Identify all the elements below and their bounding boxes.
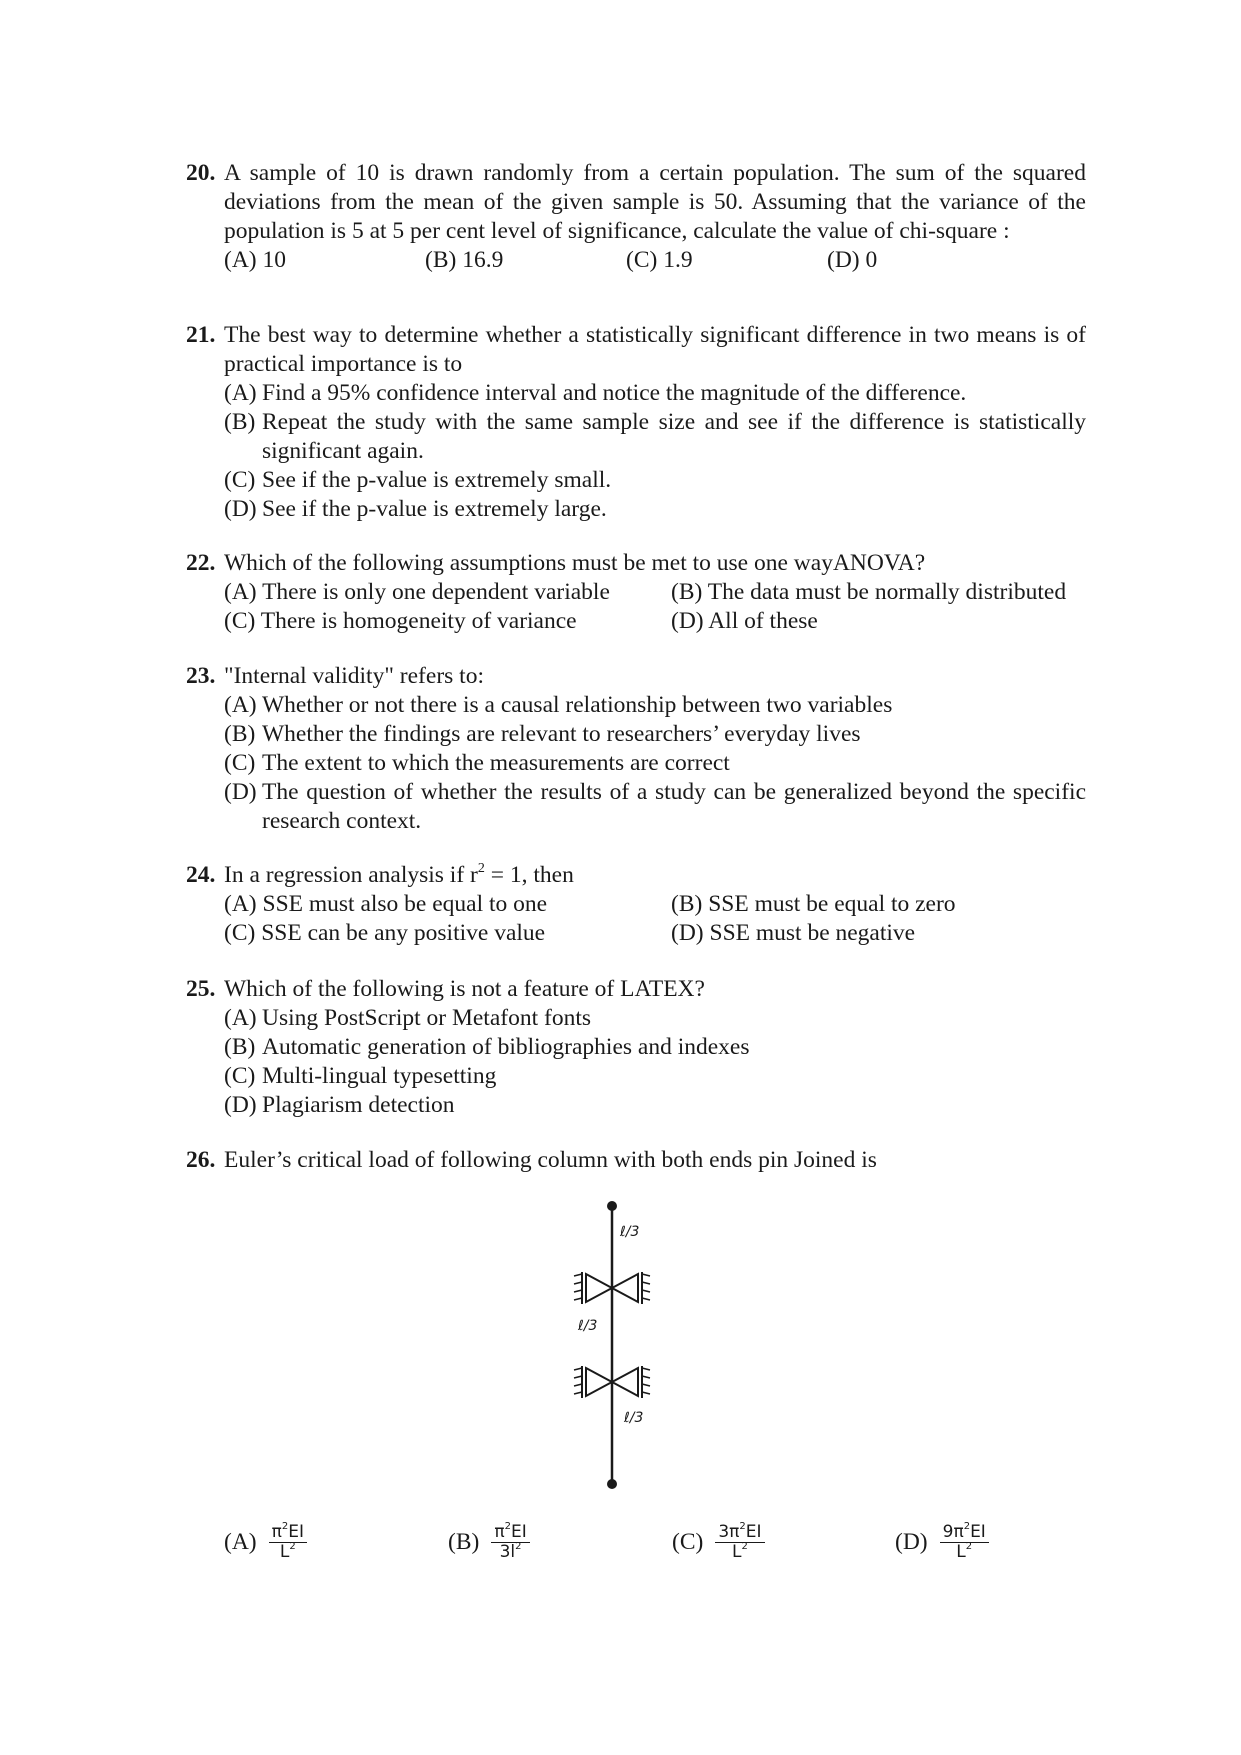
options-row — [224, 607, 1086, 636]
question-text: "Internal validity" refers to: — [224, 663, 484, 689]
question-21 — [186, 321, 1086, 524]
question-text: In a regression analysis if $r^2 = 1$, then — [224, 861, 574, 888]
option-a: (A) Find a 95% confidence interval and notice the magnitude of the difference. — [224, 380, 967, 406]
options-row — [224, 246, 1086, 275]
option-d: (D) SSE must be negative — [671, 920, 916, 946]
question-22 — [186, 549, 1086, 636]
question-number: 24. — [186, 862, 216, 888]
option-d: (D) The question of whether the results of a study can be generalized beyond the specific research context. — [224, 779, 1086, 834]
option-a: (A) Using PostScript or Metafont fonts — [224, 1005, 591, 1031]
option-a: (A) 10 — [224, 247, 286, 273]
answer-options-26 — [186, 1523, 1086, 1583]
question-text: Euler’s critical load of following column with both ends pin Joined is — [224, 1147, 877, 1173]
segment-label-middle: ℓ/3 — [578, 1318, 598, 1334]
question-number: 22. — [186, 550, 216, 576]
option-c: (C) Multi-lingual typesetting — [224, 1063, 497, 1089]
question-25 — [186, 975, 1086, 1120]
top-pin — [607, 1201, 617, 1211]
option-d: (D) See if the p-value is extremely large. — [224, 496, 607, 522]
fraction: $\frac{\pi^2EI}{3l^2}$ — [491, 1523, 529, 1562]
option-a: (A) There is only one dependent variable — [224, 579, 610, 605]
question-number: 23. — [186, 663, 216, 689]
option-c: (C) The extent to which the measurements are correct — [224, 750, 730, 776]
question-number: 20. — [186, 160, 216, 186]
option-c: (C) $\frac{3\pi^2EI}{L^2}$ — [672, 1523, 765, 1562]
column-diagram — [560, 1200, 670, 1490]
question-number: 25. — [186, 976, 216, 1002]
segment-label-bottom: ℓ/3 — [624, 1410, 644, 1426]
option-d: (D) Plagiarism detection — [224, 1092, 455, 1118]
option-d: (D) $\frac{9\pi^2EI}{L^2}$ — [895, 1523, 989, 1562]
question-26 — [186, 1146, 1086, 1175]
option-b: (B) SSE must be equal to zero — [671, 891, 956, 917]
question-23 — [186, 662, 1086, 836]
question-24 — [186, 861, 1086, 948]
option-a: (A) $\frac{\pi^2EI}{L^2}$ — [224, 1523, 307, 1562]
question-text: The best way to determine whether a statistically significant difference in two means is of practical importance is to — [224, 322, 1086, 377]
fraction: $\frac{3\pi^2EI}{L^2}$ — [715, 1523, 764, 1562]
question-20 — [186, 159, 1086, 275]
options-row — [224, 919, 1086, 948]
question-number: 21. — [186, 322, 216, 348]
option-c: (C) See if the p-value is extremely small. — [224, 467, 612, 493]
fraction: $\frac{\pi^2EI}{L^2}$ — [269, 1523, 307, 1562]
question-number: 26. — [186, 1147, 216, 1173]
segment-label-top: ℓ/3 — [620, 1224, 640, 1240]
question-text: Which of the following is not a feature of LATEX? — [224, 976, 705, 1002]
option-d: (D) 0 — [827, 247, 878, 273]
question-text: A sample of 10 is drawn randomly from a certain population. The sum of the squared deviations from the mean of the given sample is 50. Assuming that the variance of the population is 5 at 5 per cent level of significance, calculate the value of chi-square : — [224, 160, 1086, 244]
option-b: (B) Whether the findings are relevant to researchers’ everyday lives — [224, 721, 861, 747]
option-b: (B) 16.9 — [425, 247, 504, 273]
question-text: Which of the following assumptions must be met to use one wayANOVA? — [224, 550, 926, 576]
option-c: (C) There is homogeneity of variance — [224, 608, 577, 634]
option-a: (A) SSE must also be equal to one — [224, 891, 548, 917]
option-c: (C) 1.9 — [626, 247, 693, 273]
option-b: (B) $\frac{\pi^2EI}{3l^2}$ — [448, 1523, 530, 1562]
options-row — [224, 890, 1086, 919]
option-b: (B) Automatic generation of bibliographies and indexes — [224, 1034, 750, 1060]
option-b: (B) Repeat the study with the same sample size and see if the difference is statistically significant again. — [224, 409, 1086, 464]
option-a: (A) Whether or not there is a causal relationship between two variables — [224, 692, 893, 718]
bottom-pin — [607, 1479, 617, 1489]
option-b: (B) The data must be normally distributed — [671, 579, 1067, 605]
option-d: (D) All of these — [671, 608, 818, 634]
fraction: $\frac{9\pi^2EI}{L^2}$ — [940, 1523, 989, 1562]
option-c: (C) SSE can be any positive value — [224, 920, 546, 946]
options-row — [224, 578, 1086, 607]
